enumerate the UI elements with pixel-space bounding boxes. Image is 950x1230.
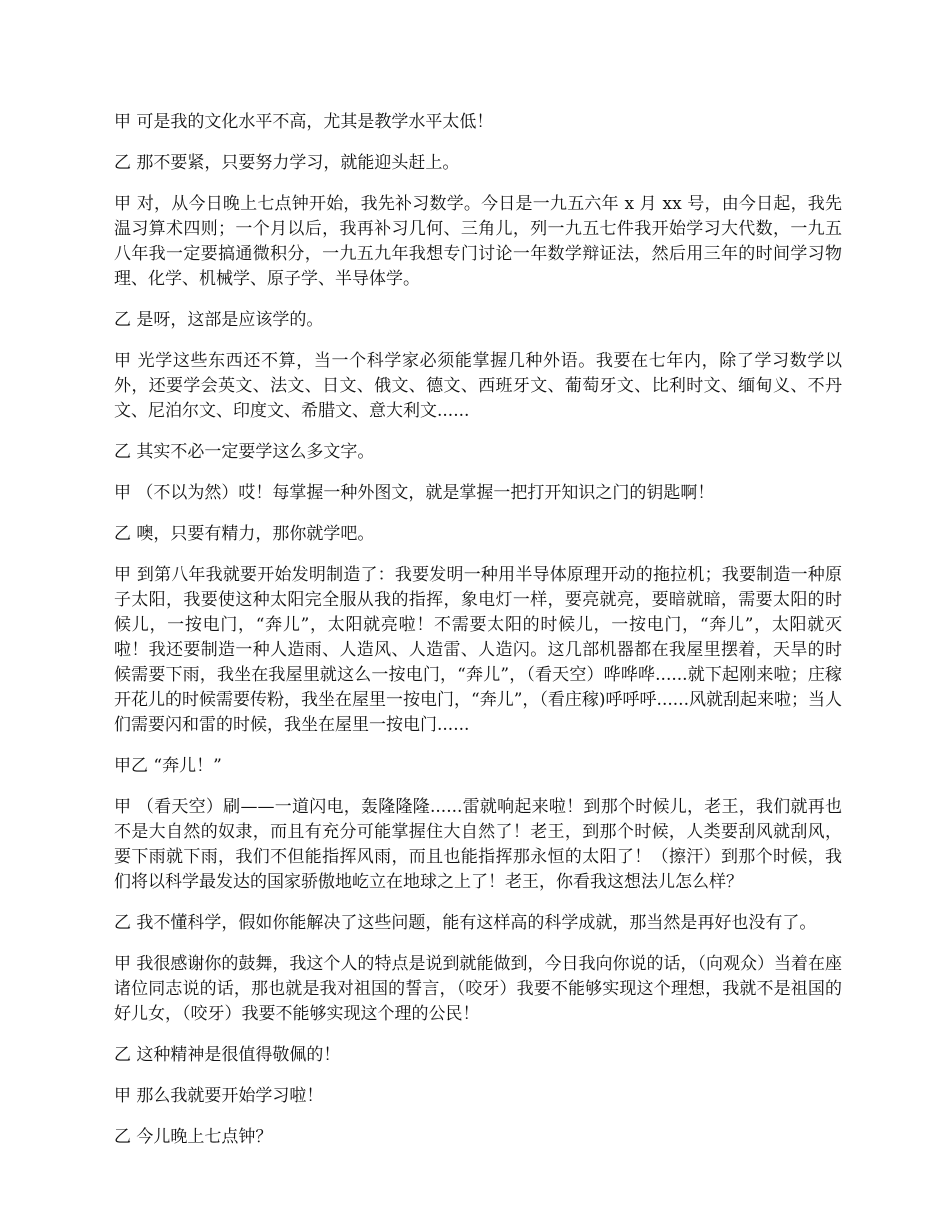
dialogue-paragraph: 甲 （看天空）刷——一道闪电，轰隆隆隆......雷就响起来啦！到那个时候儿，老王，我们就再也不是大自然的奴隶，而且有充分可能掌握住大自然了！老王，到那个时候，人类要刮风就刮风，要下雨就下雨，我们不但能指挥风雨，而且也能指挥那永恒的太阳了！（擦汗）到那个时候，我们将以科学最发达的国家骄傲地屹立在地球之上了！老王，你看我这想法儿怎么样？	[114, 797, 842, 892]
dialogue-paragraph: 甲 光学这些东西还不算，当一个科学家必须能掌握几种外语。我要在七年内，除了学习数学以外，还要学会英文、法文、日文、俄文、德文、西班牙文、葡萄牙文、比利时文、缅甸义、不丹文、尼泊尔文、印度文、希腊文、意大利文......	[114, 351, 842, 421]
dialogue-paragraph: 甲 对，从今日晚上七点钟开始，我先补习数学。今日是一九五六年 x 月 xx 号，由今日起，我先温习算术四则；一个月以后，我再补习几何、三角儿，列一九五七件我开始学习大代数，一九五八年我一定要搞通微积分，一九五九年我想专门讨论一年数学辩证法，然后用三年的时间学习物理、化学、机械学、原子学、半导体学。	[114, 194, 842, 289]
dialogue-paragraph: 甲 那么我就要开始学习啦！	[114, 1086, 324, 1106]
dialogue-paragraph: 甲 我很感谢你的鼓舞，我这个人的特点是说到就能做到，今日我向你说的话，（向观众）当着在座诸位同志说的话，那也就是我对祖国的誓言，（咬牙）我要不能够实现这个理想，我就不是祖国的好儿女，（咬牙）我要不能够实现这个理的公民！	[114, 954, 842, 1024]
dialogue-paragraph: 甲 （不以为然）哎！每掌握一种外图文，就是掌握一把打开知识之门的钥匙啊！	[114, 483, 715, 503]
dialogue-paragraph: 乙 那不要紧，只要努力学习，就能迎头赶上。	[114, 153, 460, 173]
dialogue-paragraph: 甲 可是我的文化水平不高，尤其是教学水平太低！	[114, 112, 494, 132]
dialogue-paragraph: 乙 是呀，这部是应该学的。	[114, 310, 324, 330]
dialogue-paragraph: 甲 到第八年我就要开始发明制造了：我要发明一种用半导体原理开动的拖拉机；我要制造一种原子太阳，我要使这种太阳完全服从我的指挥，象电灯一样，要亮就亮，要暗就暗，需要太阳的时候儿，一按电门，“奔儿”，太阳就亮啦！不需要太阳的时候儿，一按电门，“奔儿”，太阳就灭啦！我还要制造一种人造雨、人造风、人造雷、人造闪。这几部机器都在我屋里摆着，天旱的时候需要下雨，我坐在我屋里就这么一按电门，“奔儿”，（看天空）哗哗哗......就下起刚来啦；庄稼开花儿的时候需要传粉，我坐在屋里一按电门，“奔儿”，（看庄稼)呼呼呼......风就刮起来啦；当人们需要闪和雷的时候，我坐在屋里一按电门......	[114, 565, 842, 735]
dialogue-paragraph: 乙 其实不必一定要学这么多文字。	[114, 442, 375, 462]
dialogue-paragraph: 乙 噢，只要有精力，那你就学吧。	[114, 524, 375, 544]
dialogue-paragraph: 乙 我不懂科学，假如你能解决了这些问题，能有这样高的科学成就，那当然是再好也没有了。	[114, 913, 817, 933]
document-page	[114, 110, 842, 1166]
dialogue-paragraph: 乙 这种精神是很值得敬佩的！	[114, 1045, 341, 1065]
dialogue-paragraph: 甲乙 “奔儿！”	[114, 756, 222, 776]
dialogue-paragraph: 乙 今儿晚上七点钟？	[114, 1127, 273, 1147]
